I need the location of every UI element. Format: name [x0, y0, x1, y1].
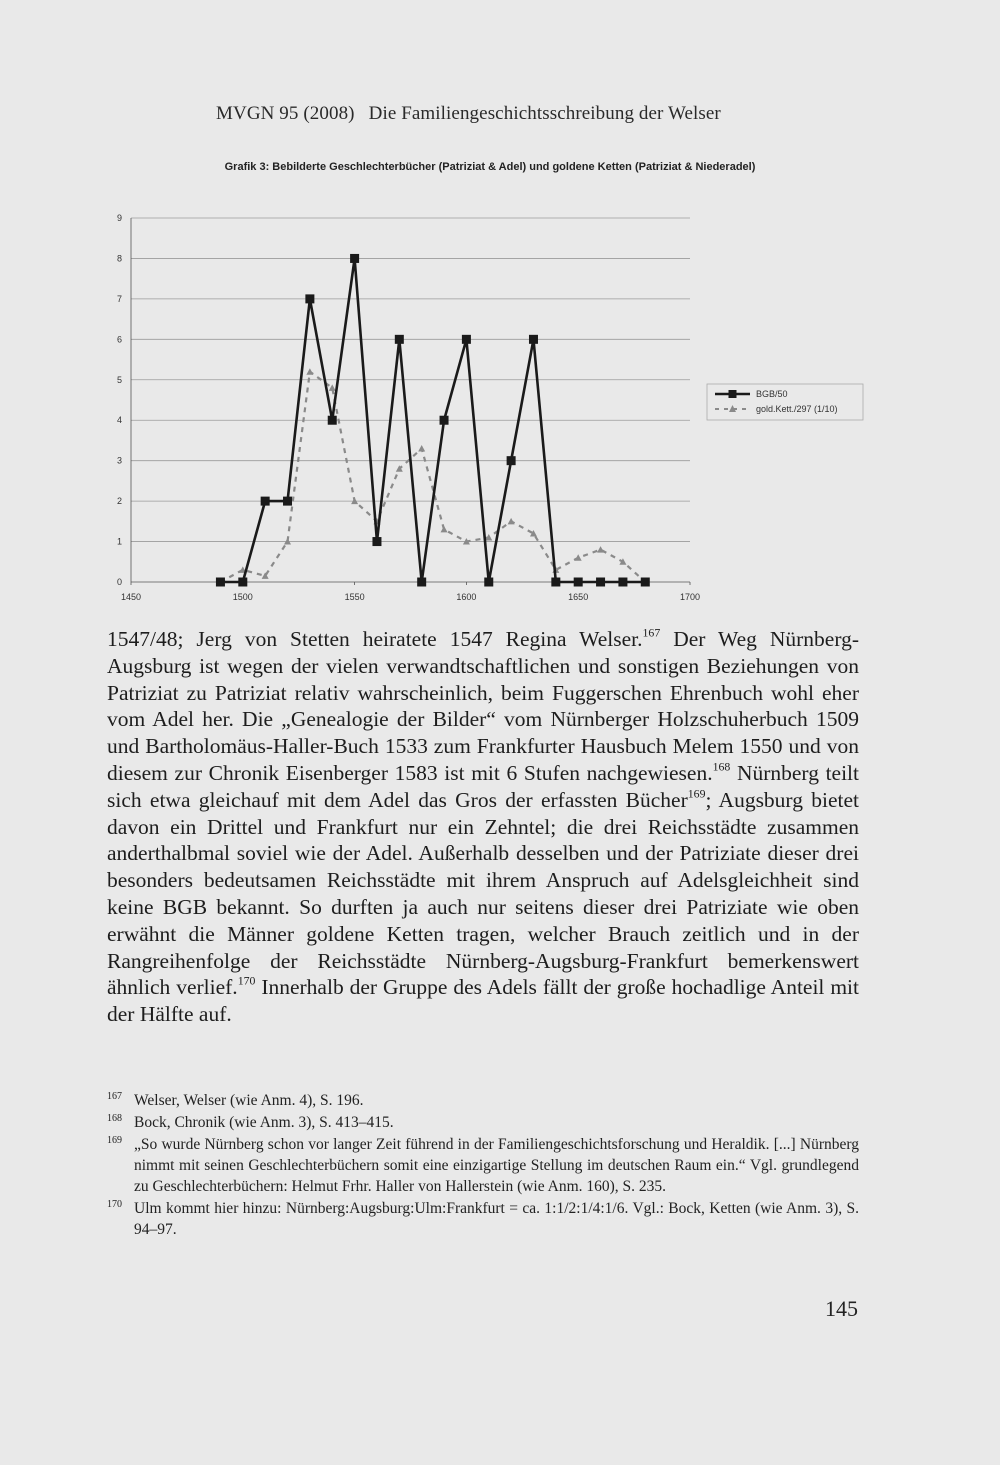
page-number: 145 — [825, 1296, 858, 1321]
series-bgb-point — [551, 578, 560, 587]
footnote — [107, 1134, 859, 1197]
series-gold-ketten-line — [220, 372, 645, 582]
series-bgb-point — [238, 578, 247, 587]
article-title: Die Familiengeschichtsschreibung der Welser — [368, 103, 721, 124]
series-gold-ketten-point — [306, 368, 313, 375]
series-bgb-point — [350, 254, 359, 263]
footnote-number: 168 — [107, 1113, 122, 1124]
series-bgb-point — [328, 416, 337, 425]
footnote-number: 167 — [107, 1091, 122, 1102]
footnote-reference[interactable]: 170 — [237, 973, 256, 988]
x-tick-label: 1600 — [456, 592, 477, 602]
footnote — [107, 1112, 859, 1133]
series-gold-ketten-point — [508, 518, 515, 525]
body-text-segment: Nürnberg teilt sich etwa gleichauf mit dem Adel das Gros der erfassten Bücher — [107, 760, 860, 812]
series-bgb-point — [216, 578, 225, 587]
x-tick-label: 1500 — [232, 592, 253, 602]
footnote-reference[interactable]: 169 — [687, 786, 706, 801]
series-bgb-point — [462, 335, 471, 344]
x-tick-label: 1700 — [679, 592, 701, 602]
y-tick-label: 4 — [116, 415, 122, 426]
legend-bgb-label: BGB/50 — [756, 389, 788, 399]
body-text-segment: ; Augsburg bietet davon ein Drittel und Frankfurt nur ein Zehntel; die drei Reichsstädte zusammen anderthalbmal soviel wie der Adel. Außerhalb desselben und der Patriziate dieser drei besonders bedeutsamen Reichsstädte mit ihrem Anspruch auf Adelsgleichheit sind keine BGB bekannt. So durften ja auch nur seitens dieser drei Patriziate wie oben erwähnt die Männer goldene Ketten tragen, welcher Brauch zeitlich und in der Rangreihenfolge der Reichsstädte Nürnberg-Augsburg-Frankfurt bemerkenswert ähnlich verlief. — [107, 787, 859, 1000]
series-gold-ketten-point — [441, 526, 448, 533]
y-tick-label: 2 — [116, 496, 122, 507]
footnote-text: Welser, Welser (wie Anm. 4), S. 196. — [134, 1092, 364, 1109]
series-bgb-point — [574, 578, 583, 587]
footnote — [107, 1198, 859, 1240]
y-tick-label: 3 — [116, 455, 122, 466]
series-gold-ketten-point — [418, 445, 425, 452]
footnote-text: Ulm kommt hier hinzu: Nürnberg:Augsburg:Ulm:Frankfurt = ca. 1:1/2:1/4:1/6. Vgl.: Bock, Ketten (wie Anm. 3), S. 94–97. — [134, 1200, 859, 1238]
legend-bgb-marker — [729, 390, 737, 398]
body-text-segment: Innerhalb der Gruppe des Adels fällt der große hochadlige Anteil mit der Hälfte auf. — [107, 975, 859, 1027]
footnote-number: 170 — [107, 1199, 122, 1210]
series-bgb-point — [507, 456, 516, 465]
x-tick-label: 1550 — [344, 592, 365, 602]
series-bgb-point — [641, 578, 650, 587]
y-tick-label: 7 — [116, 293, 122, 304]
series-gold-ketten-point — [329, 384, 336, 391]
series-bgb-point — [372, 537, 381, 546]
body-text-segment: Der Weg Nürnberg-Augsburg ist wegen der vielen verwandtschaftlichen und sonstigen Beziehungen von Patriziat zu Patriziat relativ wahrscheinlich, beim Fuggerschen Ehrenbuch wohl eher vom Adel her. Die „Genealogie der Bilder“ vom Nürnberger Holzschuherbuch 1509 und Bartholomäus-Haller-Buch 1533 zum Frankfurter Hausbuch Melem 1550 und von diesem zur Chronik Eisenberger 1583 ist mit 6 Stufen nachgewiesen. — [107, 627, 859, 785]
footnote-text: „So wurde Nürnberg schon vor langer Zeit führend in der Familiengeschichtsforschung und Heraldik. [...] Nürnberg nimmt mit seinen Geschlechterbüchern somit eine einzigartige Stellung im deutschen Raum ein.“ Vgl. grundlegend zu Geschlechterbüchern: Helmut Frhr. Haller von Hallerstein (wie Anm. 160), S. 235. — [134, 1136, 859, 1195]
footnotes — [107, 1090, 859, 1241]
body-paragraph — [107, 626, 859, 1028]
series-bgb-point — [618, 578, 627, 587]
y-tick-label: 9 — [116, 213, 122, 223]
y-tick-label: 0 — [116, 577, 122, 587]
y-tick-label: 6 — [116, 334, 122, 345]
x-tick-label: 1450 — [120, 592, 142, 602]
series-bgb-point — [395, 335, 404, 344]
y-tick-label: 8 — [116, 253, 122, 264]
y-tick-label: 1 — [116, 536, 122, 547]
footnote-text: Bock, Chronik (wie Anm. 3), S. 413–415. — [134, 1114, 394, 1131]
body-text-segment: 1547/48; Jerg von Stetten heiratete 1547 Regina Welser. — [107, 627, 643, 651]
footnote — [107, 1090, 859, 1111]
journal-reference: MVGN 95 (2008) — [216, 103, 355, 124]
series-bgb-point — [440, 416, 449, 425]
footnote-reference[interactable]: 168 — [712, 759, 731, 774]
legend-gold-ketten-label: gold.Kett./297 (1/10) — [756, 404, 838, 414]
series-bgb-point — [417, 578, 426, 587]
series-bgb-point — [283, 497, 292, 506]
footnote-number: 169 — [107, 1135, 122, 1146]
series-bgb-point — [529, 335, 538, 344]
series-bgb-point — [596, 578, 605, 587]
y-tick-label: 5 — [116, 374, 122, 385]
chart-title: Grafik 3: Bebilderte Geschlechterbücher (Patriziat & Adel) und goldene Ketten (Patriziat & Niederadel) — [224, 161, 756, 173]
line-chart — [0, 0, 1000, 620]
series-bgb-point — [261, 497, 270, 506]
series-gold-ketten-point — [597, 546, 604, 553]
footnote-reference[interactable]: 167 — [642, 625, 661, 640]
series-gold-ketten-point — [575, 554, 582, 561]
series-bgb-point — [484, 578, 493, 587]
x-tick-label: 1650 — [568, 592, 589, 602]
series-bgb-point — [305, 294, 314, 303]
